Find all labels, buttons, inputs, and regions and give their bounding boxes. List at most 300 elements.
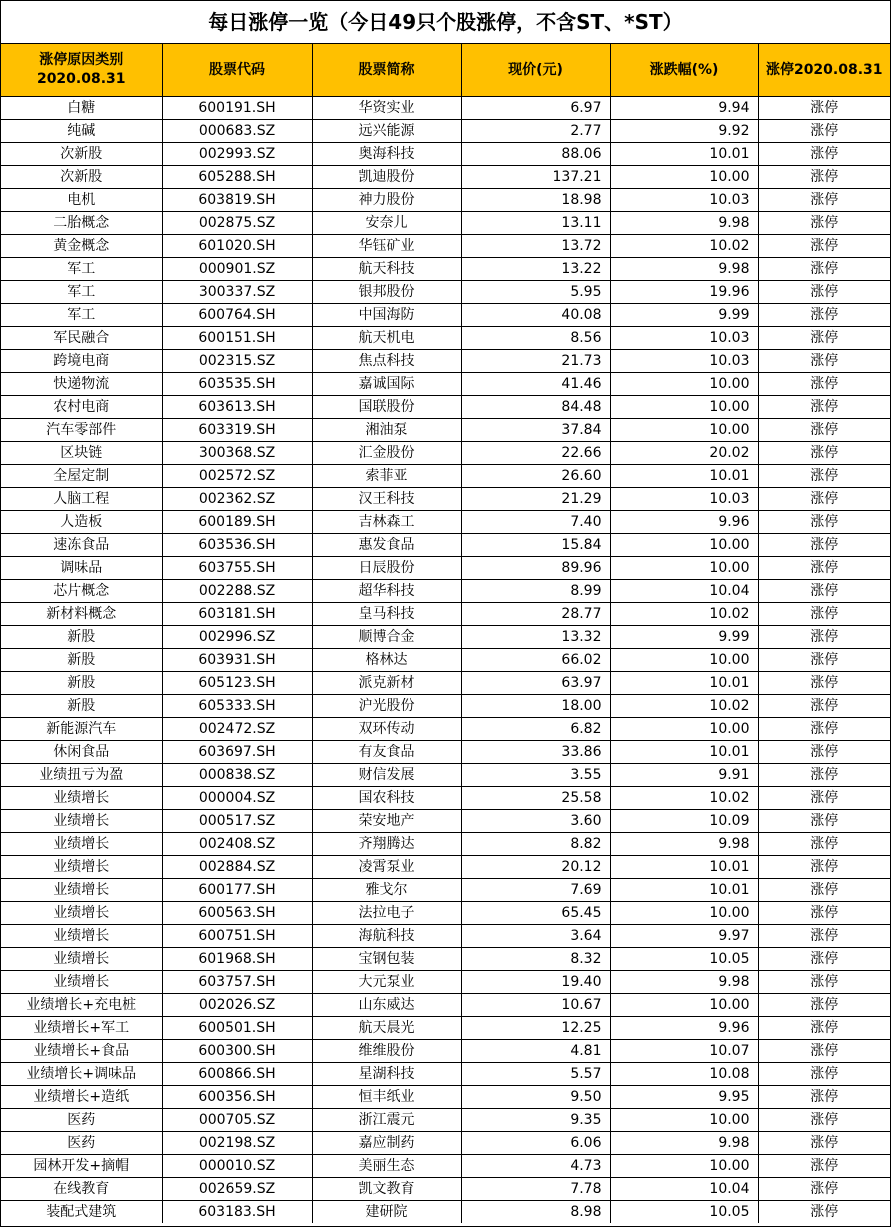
table-row	[1, 281, 890, 304]
cell-stock-name: 美丽生态	[312, 1155, 461, 1178]
cell-stock-code: 603536.SH	[162, 534, 312, 557]
cell-price: 6.82	[461, 718, 610, 741]
cell-limit-status: 涨停	[758, 1155, 890, 1178]
cell-change-pct: 10.00	[610, 718, 758, 741]
cell-price: 89.96	[461, 557, 610, 580]
cell-price: 84.48	[461, 396, 610, 419]
cell-stock-name: 山东威达	[312, 994, 461, 1017]
cell-limit-status: 涨停	[758, 902, 890, 925]
cell-change-pct: 9.96	[610, 511, 758, 534]
cell-price: 3.60	[461, 810, 610, 833]
cell-change-pct: 10.00	[610, 1109, 758, 1132]
cell-price: 8.82	[461, 833, 610, 856]
cell-stock-code: 600751.SH	[162, 925, 312, 948]
table-row	[1, 120, 890, 143]
cell-price: 8.99	[461, 580, 610, 603]
cell-reason: 速冻食品	[1, 534, 162, 557]
cell-limit-status: 涨停	[758, 143, 890, 166]
limit-up-table	[1, 44, 890, 1223]
cell-stock-name: 皇马科技	[312, 603, 461, 626]
cell-limit-status: 涨停	[758, 695, 890, 718]
cell-stock-name: 超华科技	[312, 580, 461, 603]
cell-stock-name: 国农科技	[312, 787, 461, 810]
cell-reason: 业绩增长	[1, 833, 162, 856]
cell-change-pct: 10.02	[610, 235, 758, 258]
cell-limit-status: 涨停	[758, 580, 890, 603]
cell-stock-code: 600177.SH	[162, 879, 312, 902]
cell-limit-status: 涨停	[758, 856, 890, 879]
cell-price: 13.11	[461, 212, 610, 235]
cell-stock-name: 荣安地产	[312, 810, 461, 833]
cell-stock-code: 300368.SZ	[162, 442, 312, 465]
table-row	[1, 143, 890, 166]
table-row	[1, 1086, 890, 1109]
cell-change-pct: 10.02	[610, 787, 758, 810]
cell-stock-name: 汇金股份	[312, 442, 461, 465]
cell-price: 28.77	[461, 603, 610, 626]
table-row	[1, 304, 890, 327]
cell-limit-status: 涨停	[758, 649, 890, 672]
cell-change-pct: 10.00	[610, 994, 758, 1017]
cell-reason: 农村电商	[1, 396, 162, 419]
cell-stock-name: 顺博合金	[312, 626, 461, 649]
cell-change-pct: 9.98	[610, 212, 758, 235]
cell-change-pct: 9.92	[610, 120, 758, 143]
cell-stock-code: 002198.SZ	[162, 1132, 312, 1155]
cell-price: 137.21	[461, 166, 610, 189]
column-header-price: 现价(元)	[461, 44, 610, 97]
column-header-change: 涨跌幅(%)	[610, 44, 758, 97]
cell-price: 5.95	[461, 281, 610, 304]
table-row	[1, 718, 890, 741]
cell-change-pct: 10.01	[610, 143, 758, 166]
cell-change-pct: 9.96	[610, 1017, 758, 1040]
table-row	[1, 971, 890, 994]
table-row	[1, 1132, 890, 1155]
column-header-limit: 涨停2020.08.31	[758, 44, 890, 97]
cell-stock-name: 星湖科技	[312, 1063, 461, 1086]
cell-stock-name: 索菲亚	[312, 465, 461, 488]
cell-stock-code: 603319.SH	[162, 419, 312, 442]
cell-price: 13.32	[461, 626, 610, 649]
cell-stock-code: 002993.SZ	[162, 143, 312, 166]
cell-reason: 新股	[1, 672, 162, 695]
cell-change-pct: 9.98	[610, 971, 758, 994]
cell-stock-name: 海航科技	[312, 925, 461, 948]
cell-change-pct: 10.04	[610, 580, 758, 603]
cell-limit-status: 涨停	[758, 304, 890, 327]
cell-reason: 新股	[1, 695, 162, 718]
table-row	[1, 488, 890, 511]
cell-price: 8.98	[461, 1201, 610, 1224]
cell-reason: 业绩增长+调味品	[1, 1063, 162, 1086]
cell-stock-name: 浙江震元	[312, 1109, 461, 1132]
cell-reason: 黄金概念	[1, 235, 162, 258]
table-row	[1, 373, 890, 396]
cell-change-pct: 10.08	[610, 1063, 758, 1086]
cell-reason: 全屋定制	[1, 465, 162, 488]
cell-stock-code: 600866.SH	[162, 1063, 312, 1086]
cell-price: 20.12	[461, 856, 610, 879]
cell-stock-code: 601968.SH	[162, 948, 312, 971]
cell-limit-status: 涨停	[758, 258, 890, 281]
table-row	[1, 626, 890, 649]
cell-stock-name: 齐翔腾达	[312, 833, 461, 856]
cell-stock-name: 航天晨光	[312, 1017, 461, 1040]
cell-reason: 医药	[1, 1132, 162, 1155]
cell-price: 6.06	[461, 1132, 610, 1155]
cell-stock-code: 000010.SZ	[162, 1155, 312, 1178]
cell-price: 26.60	[461, 465, 610, 488]
cell-limit-status: 涨停	[758, 741, 890, 764]
cell-reason: 白糖	[1, 97, 162, 120]
cell-price: 41.46	[461, 373, 610, 396]
cell-reason: 汽车零部件	[1, 419, 162, 442]
cell-stock-name: 有友食品	[312, 741, 461, 764]
table-row	[1, 603, 890, 626]
cell-change-pct: 10.00	[610, 649, 758, 672]
cell-reason: 业绩增长	[1, 971, 162, 994]
cell-reason: 业绩增长+造纸	[1, 1086, 162, 1109]
cell-change-pct: 9.98	[610, 833, 758, 856]
cell-price: 4.81	[461, 1040, 610, 1063]
cell-change-pct: 9.98	[610, 1132, 758, 1155]
cell-reason: 次新股	[1, 143, 162, 166]
cell-reason: 新能源汽车	[1, 718, 162, 741]
cell-change-pct: 10.04	[610, 1178, 758, 1201]
cell-price: 88.06	[461, 143, 610, 166]
cell-reason: 业绩增长	[1, 879, 162, 902]
cell-price: 22.66	[461, 442, 610, 465]
table-row	[1, 649, 890, 672]
cell-stock-code: 002026.SZ	[162, 994, 312, 1017]
cell-change-pct: 10.03	[610, 488, 758, 511]
cell-stock-code: 600151.SH	[162, 327, 312, 350]
cell-stock-code: 002572.SZ	[162, 465, 312, 488]
cell-price: 33.86	[461, 741, 610, 764]
table-row	[1, 465, 890, 488]
table-row	[1, 902, 890, 925]
cell-reason: 区块链	[1, 442, 162, 465]
cell-change-pct: 10.01	[610, 465, 758, 488]
column-header-reason-line2: 2020.08.31	[36, 71, 126, 87]
cell-stock-code: 000683.SZ	[162, 120, 312, 143]
cell-change-pct: 10.00	[610, 534, 758, 557]
table-row	[1, 833, 890, 856]
cell-stock-code: 605333.SH	[162, 695, 312, 718]
cell-price: 25.58	[461, 787, 610, 810]
table-row	[1, 350, 890, 373]
cell-change-pct: 9.95	[610, 1086, 758, 1109]
cell-stock-code: 002362.SZ	[162, 488, 312, 511]
cell-stock-name: 航天机电	[312, 327, 461, 350]
table-row	[1, 994, 890, 1017]
cell-stock-code: 002315.SZ	[162, 350, 312, 373]
table-row	[1, 695, 890, 718]
cell-reason: 人造板	[1, 511, 162, 534]
cell-price: 13.72	[461, 235, 610, 258]
table-row	[1, 258, 890, 281]
cell-reason: 业绩增长	[1, 810, 162, 833]
cell-limit-status: 涨停	[758, 327, 890, 350]
cell-change-pct: 9.97	[610, 925, 758, 948]
cell-price: 6.97	[461, 97, 610, 120]
table-row	[1, 97, 890, 120]
cell-stock-name: 沪光股份	[312, 695, 461, 718]
cell-limit-status: 涨停	[758, 396, 890, 419]
cell-stock-code: 600563.SH	[162, 902, 312, 925]
cell-reason: 装配式建筑	[1, 1201, 162, 1224]
cell-price: 21.29	[461, 488, 610, 511]
table-row	[1, 580, 890, 603]
cell-price: 4.73	[461, 1155, 610, 1178]
cell-stock-name: 派克新材	[312, 672, 461, 695]
cell-change-pct: 10.01	[610, 879, 758, 902]
cell-price: 3.55	[461, 764, 610, 787]
table-row	[1, 189, 890, 212]
column-header-name: 股票简称	[312, 44, 461, 97]
cell-stock-name: 恒丰纸业	[312, 1086, 461, 1109]
cell-change-pct: 9.98	[610, 258, 758, 281]
cell-reason: 快递物流	[1, 373, 162, 396]
cell-reason: 业绩增长	[1, 925, 162, 948]
cell-stock-code: 600191.SH	[162, 97, 312, 120]
table-row	[1, 1109, 890, 1132]
cell-change-pct: 10.00	[610, 373, 758, 396]
cell-stock-code: 002875.SZ	[162, 212, 312, 235]
cell-stock-code: 603757.SH	[162, 971, 312, 994]
cell-limit-status: 涨停	[758, 971, 890, 994]
cell-stock-code: 000901.SZ	[162, 258, 312, 281]
cell-price: 40.08	[461, 304, 610, 327]
cell-stock-name: 华资实业	[312, 97, 461, 120]
cell-limit-status: 涨停	[758, 1017, 890, 1040]
table-row	[1, 1155, 890, 1178]
cell-change-pct: 9.99	[610, 626, 758, 649]
cell-stock-code: 002884.SZ	[162, 856, 312, 879]
table-row	[1, 419, 890, 442]
cell-reason: 芯片概念	[1, 580, 162, 603]
cell-stock-code: 603181.SH	[162, 603, 312, 626]
cell-stock-code: 603613.SH	[162, 396, 312, 419]
cell-limit-status: 涨停	[758, 442, 890, 465]
cell-reason: 休闲食品	[1, 741, 162, 764]
cell-reason: 新股	[1, 626, 162, 649]
cell-stock-code: 000838.SZ	[162, 764, 312, 787]
cell-price: 8.56	[461, 327, 610, 350]
column-header-reason-line1: 涨停原因类别	[39, 52, 124, 68]
cell-limit-status: 涨停	[758, 419, 890, 442]
cell-reason: 跨境电商	[1, 350, 162, 373]
cell-stock-code: 300337.SZ	[162, 281, 312, 304]
cell-stock-code: 605288.SH	[162, 166, 312, 189]
table-body	[1, 97, 890, 1224]
cell-reason: 军民融合	[1, 327, 162, 350]
cell-stock-name: 法拉电子	[312, 902, 461, 925]
cell-stock-code: 002408.SZ	[162, 833, 312, 856]
cell-stock-name: 安奈儿	[312, 212, 461, 235]
cell-price: 19.40	[461, 971, 610, 994]
cell-price: 18.98	[461, 189, 610, 212]
cell-change-pct: 10.01	[610, 672, 758, 695]
cell-reason: 业绩增长	[1, 856, 162, 879]
cell-stock-name: 国联股份	[312, 396, 461, 419]
cell-limit-status: 涨停	[758, 511, 890, 534]
table-row	[1, 534, 890, 557]
cell-change-pct: 10.03	[610, 327, 758, 350]
cell-change-pct: 10.03	[610, 350, 758, 373]
cell-stock-name: 建研院	[312, 1201, 461, 1224]
cell-limit-status: 涨停	[758, 833, 890, 856]
cell-limit-status: 涨停	[758, 166, 890, 189]
cell-stock-code: 600356.SH	[162, 1086, 312, 1109]
cell-stock-code: 600764.SH	[162, 304, 312, 327]
cell-change-pct: 10.00	[610, 419, 758, 442]
cell-change-pct: 10.01	[610, 741, 758, 764]
cell-limit-status: 涨停	[758, 97, 890, 120]
cell-reason: 园林开发+摘帽	[1, 1155, 162, 1178]
cell-stock-code: 002659.SZ	[162, 1178, 312, 1201]
table-row	[1, 741, 890, 764]
cell-reason: 次新股	[1, 166, 162, 189]
cell-stock-name: 宝钢包装	[312, 948, 461, 971]
cell-stock-name: 中国海防	[312, 304, 461, 327]
cell-limit-status: 涨停	[758, 120, 890, 143]
cell-stock-name: 财信发展	[312, 764, 461, 787]
cell-limit-status: 涨停	[758, 488, 890, 511]
cell-price: 12.25	[461, 1017, 610, 1040]
table-row	[1, 1201, 890, 1224]
cell-reason: 业绩增长+军工	[1, 1017, 162, 1040]
cell-stock-code: 603755.SH	[162, 557, 312, 580]
table-row	[1, 511, 890, 534]
cell-limit-status: 涨停	[758, 281, 890, 304]
cell-stock-code: 000517.SZ	[162, 810, 312, 833]
cell-reason: 军工	[1, 281, 162, 304]
cell-price: 65.45	[461, 902, 610, 925]
cell-reason: 纯碱	[1, 120, 162, 143]
table-row	[1, 1017, 890, 1040]
cell-stock-code: 000705.SZ	[162, 1109, 312, 1132]
cell-stock-name: 凌霄泵业	[312, 856, 461, 879]
cell-price: 7.78	[461, 1178, 610, 1201]
cell-reason: 调味品	[1, 557, 162, 580]
cell-change-pct: 10.00	[610, 166, 758, 189]
table-row	[1, 396, 890, 419]
cell-change-pct: 10.01	[610, 856, 758, 879]
cell-change-pct: 10.05	[610, 948, 758, 971]
table-row	[1, 856, 890, 879]
cell-stock-name: 汉王科技	[312, 488, 461, 511]
cell-change-pct: 9.99	[610, 304, 758, 327]
cell-price: 13.22	[461, 258, 610, 281]
cell-limit-status: 涨停	[758, 603, 890, 626]
cell-change-pct: 10.09	[610, 810, 758, 833]
table-row	[1, 1178, 890, 1201]
table-row	[1, 327, 890, 350]
cell-change-pct: 10.02	[610, 695, 758, 718]
cell-limit-status: 涨停	[758, 465, 890, 488]
cell-reason: 二胎概念	[1, 212, 162, 235]
cell-stock-name: 嘉应制药	[312, 1132, 461, 1155]
cell-stock-name: 远兴能源	[312, 120, 461, 143]
cell-reason: 军工	[1, 304, 162, 327]
cell-stock-name: 惠发食品	[312, 534, 461, 557]
cell-stock-name: 吉林森工	[312, 511, 461, 534]
cell-stock-name: 雅戈尔	[312, 879, 461, 902]
cell-stock-name: 格林达	[312, 649, 461, 672]
cell-limit-status: 涨停	[758, 1063, 890, 1086]
cell-reason: 业绩扭亏为盈	[1, 764, 162, 787]
cell-limit-status: 涨停	[758, 1086, 890, 1109]
cell-reason: 业绩增长	[1, 787, 162, 810]
cell-limit-status: 涨停	[758, 1132, 890, 1155]
cell-limit-status: 涨停	[758, 1201, 890, 1224]
cell-limit-status: 涨停	[758, 350, 890, 373]
cell-stock-name: 凯迪股份	[312, 166, 461, 189]
cell-limit-status: 涨停	[758, 1040, 890, 1063]
cell-price: 21.73	[461, 350, 610, 373]
table-row	[1, 235, 890, 258]
sheet-title: 每日涨停一览（今日49只个股涨停，不含ST、*ST）	[1, 1, 890, 44]
cell-reason: 业绩增长+食品	[1, 1040, 162, 1063]
cell-stock-name: 双环传动	[312, 718, 461, 741]
cell-stock-code: 603535.SH	[162, 373, 312, 396]
cell-price: 3.64	[461, 925, 610, 948]
cell-change-pct: 10.03	[610, 189, 758, 212]
cell-change-pct: 10.02	[610, 603, 758, 626]
table-row	[1, 787, 890, 810]
column-header-code: 股票代码	[162, 44, 312, 97]
cell-reason: 电机	[1, 189, 162, 212]
table-row	[1, 557, 890, 580]
cell-limit-status: 涨停	[758, 994, 890, 1017]
cell-stock-name: 神力股份	[312, 189, 461, 212]
cell-price: 2.77	[461, 120, 610, 143]
cell-reason: 业绩增长+充电桩	[1, 994, 162, 1017]
cell-reason: 在线教育	[1, 1178, 162, 1201]
cell-stock-code: 002288.SZ	[162, 580, 312, 603]
cell-limit-status: 涨停	[758, 626, 890, 649]
cell-change-pct: 20.02	[610, 442, 758, 465]
cell-change-pct: 10.00	[610, 902, 758, 925]
cell-stock-code: 603819.SH	[162, 189, 312, 212]
cell-change-pct: 10.07	[610, 1040, 758, 1063]
table-row	[1, 166, 890, 189]
table-row	[1, 879, 890, 902]
cell-stock-name: 湘油泵	[312, 419, 461, 442]
cell-reason: 新股	[1, 649, 162, 672]
cell-price: 8.32	[461, 948, 610, 971]
table-row	[1, 672, 890, 695]
cell-price: 9.50	[461, 1086, 610, 1109]
cell-limit-status: 涨停	[758, 235, 890, 258]
cell-price: 7.40	[461, 511, 610, 534]
cell-reason: 医药	[1, 1109, 162, 1132]
cell-reason: 业绩增长	[1, 948, 162, 971]
cell-change-pct: 19.96	[610, 281, 758, 304]
cell-stock-name: 奥海科技	[312, 143, 461, 166]
cell-stock-code: 603183.SH	[162, 1201, 312, 1224]
table-row	[1, 442, 890, 465]
cell-change-pct: 10.00	[610, 396, 758, 419]
cell-price: 9.35	[461, 1109, 610, 1132]
table-row	[1, 1063, 890, 1086]
table-header-row	[1, 44, 890, 97]
cell-stock-code: 600300.SH	[162, 1040, 312, 1063]
cell-stock-code: 000004.SZ	[162, 787, 312, 810]
cell-limit-status: 涨停	[758, 879, 890, 902]
